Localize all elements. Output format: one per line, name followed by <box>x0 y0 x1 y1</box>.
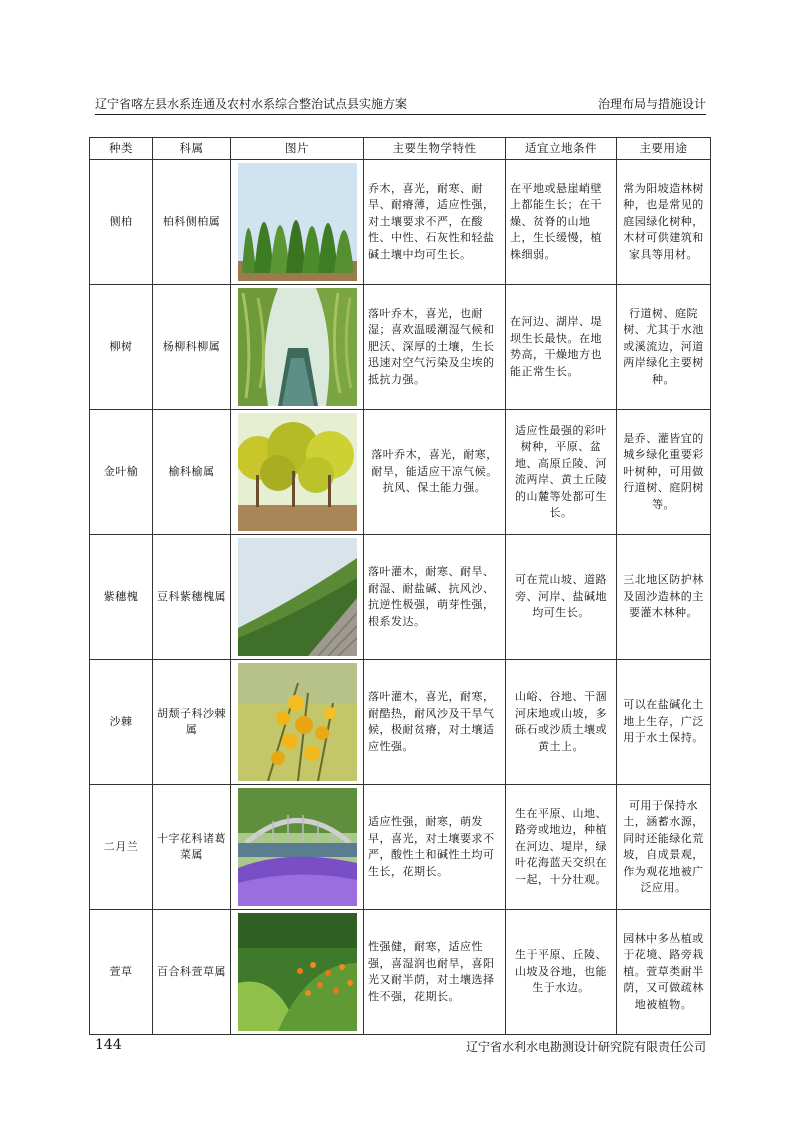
species-use: 是乔、灌皆宜的城乡绿化重要彩叶树种，可用做行道树、庭阴树等。 <box>617 410 711 535</box>
column-header-site: 适宜立地条件 <box>506 138 617 160</box>
species-traits: 落叶乔木，喜光，也耐湿；喜欢温暖潮湿气候和肥沃、深厚的土壤，生长迅速对空气污染及尘埃的抵抗力强。 <box>364 285 506 410</box>
table-row <box>90 785 711 910</box>
species-site: 在河边、湖岸、堤坝生长最快。在地势高，干燥地方也能正常生长。 <box>506 285 617 410</box>
species-name: 二月兰 <box>90 785 153 910</box>
species-photo-cell <box>231 285 364 410</box>
species-name: 紫穗槐 <box>90 535 153 660</box>
species-photo-cell <box>231 160 364 285</box>
orychophragmus-bridge-photo <box>238 788 357 906</box>
golden-elm-trees-photo <box>238 413 357 531</box>
species-site: 在平地或悬崖峭壁上都能生长；在干燥、贫脊的山地上，生长缓慢，植株细弱。 <box>506 160 617 285</box>
species-family: 杨柳科柳属 <box>153 285 231 410</box>
page-header <box>95 92 706 115</box>
species-name: 萱草 <box>90 910 153 1035</box>
species-site: 生于平原、丘陵、山坡及谷地，也能生于水边。 <box>506 910 617 1035</box>
column-header-family: 科属 <box>153 138 231 160</box>
species-site: 适应性最强的彩叶树种，平原、盆地、高原丘陵、河流两岸、黄土丘陵的山麓等处都可生长。 <box>506 410 617 535</box>
species-name: 金叶榆 <box>90 410 153 535</box>
species-traits: 落叶乔木，喜光，耐寒，耐旱，能适应干凉气候。抗风、保土能力强。 <box>364 410 506 535</box>
species-traits: 适应性强，耐寒，萌发早，喜光，对土壤要求不严，酸性土和碱性土均可生长，花期长。 <box>364 785 506 910</box>
sea-buckthorn-photo <box>238 663 357 781</box>
column-header-image: 图片 <box>231 138 364 160</box>
species-use: 三北地区防护林及固沙造林的主要灌木林种。 <box>617 535 711 660</box>
species-traits: 落叶灌木，喜光，耐寒，耐酷热，耐风沙及干旱气候，极耐贫瘠，对土壤适应性强。 <box>364 660 506 785</box>
table-row <box>90 160 711 285</box>
species-name: 侧柏 <box>90 160 153 285</box>
species-site: 山峪、谷地、干涸河床地或山坡，多砾石或沙质土壤或黄土上。 <box>506 660 617 785</box>
species-use: 行道树、庭院树、尤其于水池或溪流边，河道两岸绿化主要树种。 <box>617 285 711 410</box>
page-number: 144 <box>95 1037 122 1053</box>
species-traits: 乔木，喜光，耐寒、耐旱、耐瘠薄，适应性强，对土壤要求不严，在酸性、中性、石灰性和轻盐碱土壤中均可生长。 <box>364 160 506 285</box>
species-traits: 性强健，耐寒，适应性强，喜湿润也耐旱，喜阳光又耐半荫，对土壤选择性不强，花期长。 <box>364 910 506 1035</box>
species-photo-cell <box>231 910 364 1035</box>
species-photo-cell <box>231 410 364 535</box>
table-row <box>90 410 711 535</box>
column-header-species: 种类 <box>90 138 153 160</box>
species-name: 沙棘 <box>90 660 153 785</box>
species-family: 豆科紫穗槐属 <box>153 535 231 660</box>
species-site: 生在平原、山地、路旁或地边，种植在河边、堤岸，绿叶花海蓝天交织在一起，十分壮观。 <box>506 785 617 910</box>
species-use: 可用于保持水土，涵蓄水源，同时还能绿化荒坡，自成景观，作为观花地被广泛应用。 <box>617 785 711 910</box>
species-family: 胡颓子科沙棘属 <box>153 660 231 785</box>
species-name: 柳树 <box>90 285 153 410</box>
arborvitae-trees-photo <box>238 163 357 281</box>
species-traits: 落叶灌木，耐寒、耐旱、耐湿、耐盐碱、抗风沙、抗逆性极强，萌芽性强，根系发达。 <box>364 535 506 660</box>
page-footer <box>95 1034 706 1056</box>
table-header-row <box>90 138 711 160</box>
plant-species-table <box>89 137 711 1035</box>
species-use: 园林中多丛植或于花境、路旁栽植。萱草类耐半荫，又可做疏林地被植物。 <box>617 910 711 1035</box>
table-row <box>90 535 711 660</box>
species-use: 常为阳坡造林树种，也是常见的庭园绿化树种，木材可供建筑和家具等用材。 <box>617 160 711 285</box>
species-family: 榆科榆属 <box>153 410 231 535</box>
section-title: 治理布局与措施设计 <box>597 97 706 111</box>
species-family: 柏科侧柏属 <box>153 160 231 285</box>
column-header-use: 主要用途 <box>617 138 711 160</box>
willow-river-photo <box>238 288 357 406</box>
document-title: 辽宁省喀左县水系连通及农村水系综合整治试点县实施方案 <box>95 97 408 111</box>
species-site: 可在荒山坡、道路旁、河岸、盐碱地均可生长。 <box>506 535 617 660</box>
species-photo-cell <box>231 660 364 785</box>
species-photo-cell <box>231 785 364 910</box>
table-row <box>90 910 711 1035</box>
amorpha-slope-photo <box>238 538 357 656</box>
column-header-traits: 主要生物学特性 <box>364 138 506 160</box>
organization-name: 辽宁省水利水电勘测设计研究院有限责任公司 <box>465 1040 706 1054</box>
table-row <box>90 660 711 785</box>
species-family: 十字花科诸葛菜属 <box>153 785 231 910</box>
species-family: 百合科萱草属 <box>153 910 231 1035</box>
daylily-garden-photo <box>238 913 357 1031</box>
table-row <box>90 285 711 410</box>
species-photo-cell <box>231 535 364 660</box>
species-use: 可以在盐碱化土地上生存，广泛用于水土保持。 <box>617 660 711 785</box>
